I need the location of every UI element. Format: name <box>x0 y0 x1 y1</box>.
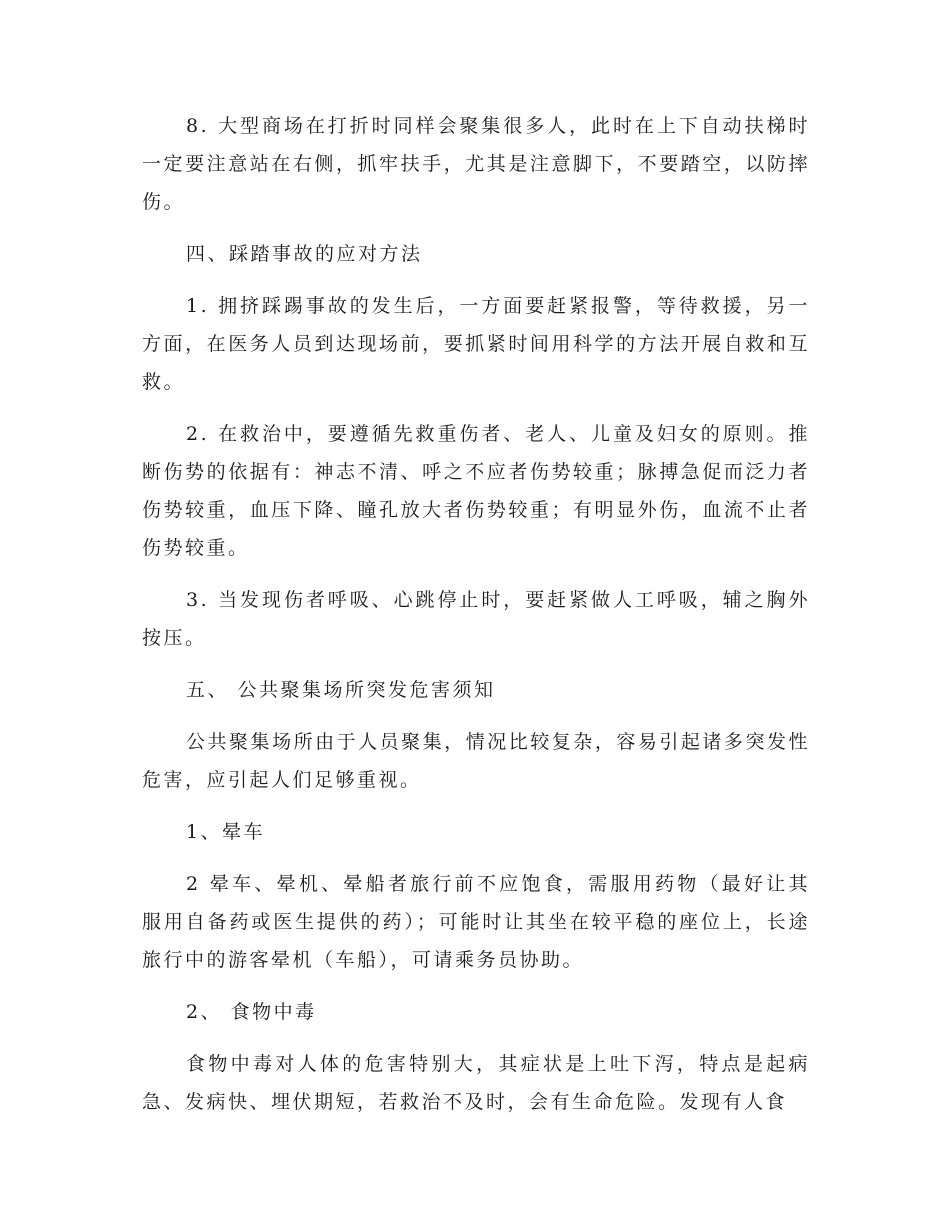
paragraph-cpr: 3. 当发现伤者呼吸、心跳停止时，要赶紧做人工呼吸，辅之胸外按压。 <box>142 589 810 649</box>
section-heading-stampede-response: 四、踩踏事故的应对方法 <box>186 243 423 265</box>
paragraph-escalator-safety: 8. 大型商场在打折时同样会聚集很多人，此时在上下自动扶梯时一定要注意站在右侧，抓牢扶手，尤其是注意脚下，不要踏空，以防摔伤。 <box>142 115 810 213</box>
subheading-motion-sickness: 1、晕车 <box>186 821 266 843</box>
paragraph-motion-sickness: 2 晕车、晕机、晕船者旅行前不应饱食，需服用药物（最好让其服用自备药或医生提供的药）；可能时让其坐在较平稳的座位上，长途旅行中的游客晕机（车船），可请乘务员协助。 <box>142 873 810 971</box>
subheading-food-poisoning: 2、 食物中毒 <box>186 1001 317 1023</box>
document-body <box>142 107 810 1135</box>
paragraph-report-and-rescue: 1. 拥挤踩踢事故的发生后，一方面要赶紧报警，等待救援，另一方面，在医务人员到达现场前，要抓紧时间用科学的方法开展自救和互救。 <box>142 295 810 393</box>
section-heading-public-hazards: 五、 公共聚集场所突发危害须知 <box>186 679 496 701</box>
paragraph-public-hazards-intro: 公共聚集场所由于人员聚集，情况比较复杂，容易引起诸多突发性危害，应引起人们足够重视。 <box>142 731 810 791</box>
paragraph-triage-principles: 2. 在救治中，要遵循先救重伤者、老人、儿童及妇女的原则。推断伤势的依据有：神志不清、呼之不应者伤势较重；脉搏急促而泛力者伤势较重，血压下降、瞳孔放大者伤势较重；有明显外伤，血流不止者伤势较重。 <box>142 423 810 559</box>
paragraph-food-poisoning: 食物中毒对人体的危害特别大，其症状是上吐下泻，特点是起病急、发病快、埋伏期短，若救治不及时，会有生命危险。发现有人食 <box>142 1053 810 1113</box>
